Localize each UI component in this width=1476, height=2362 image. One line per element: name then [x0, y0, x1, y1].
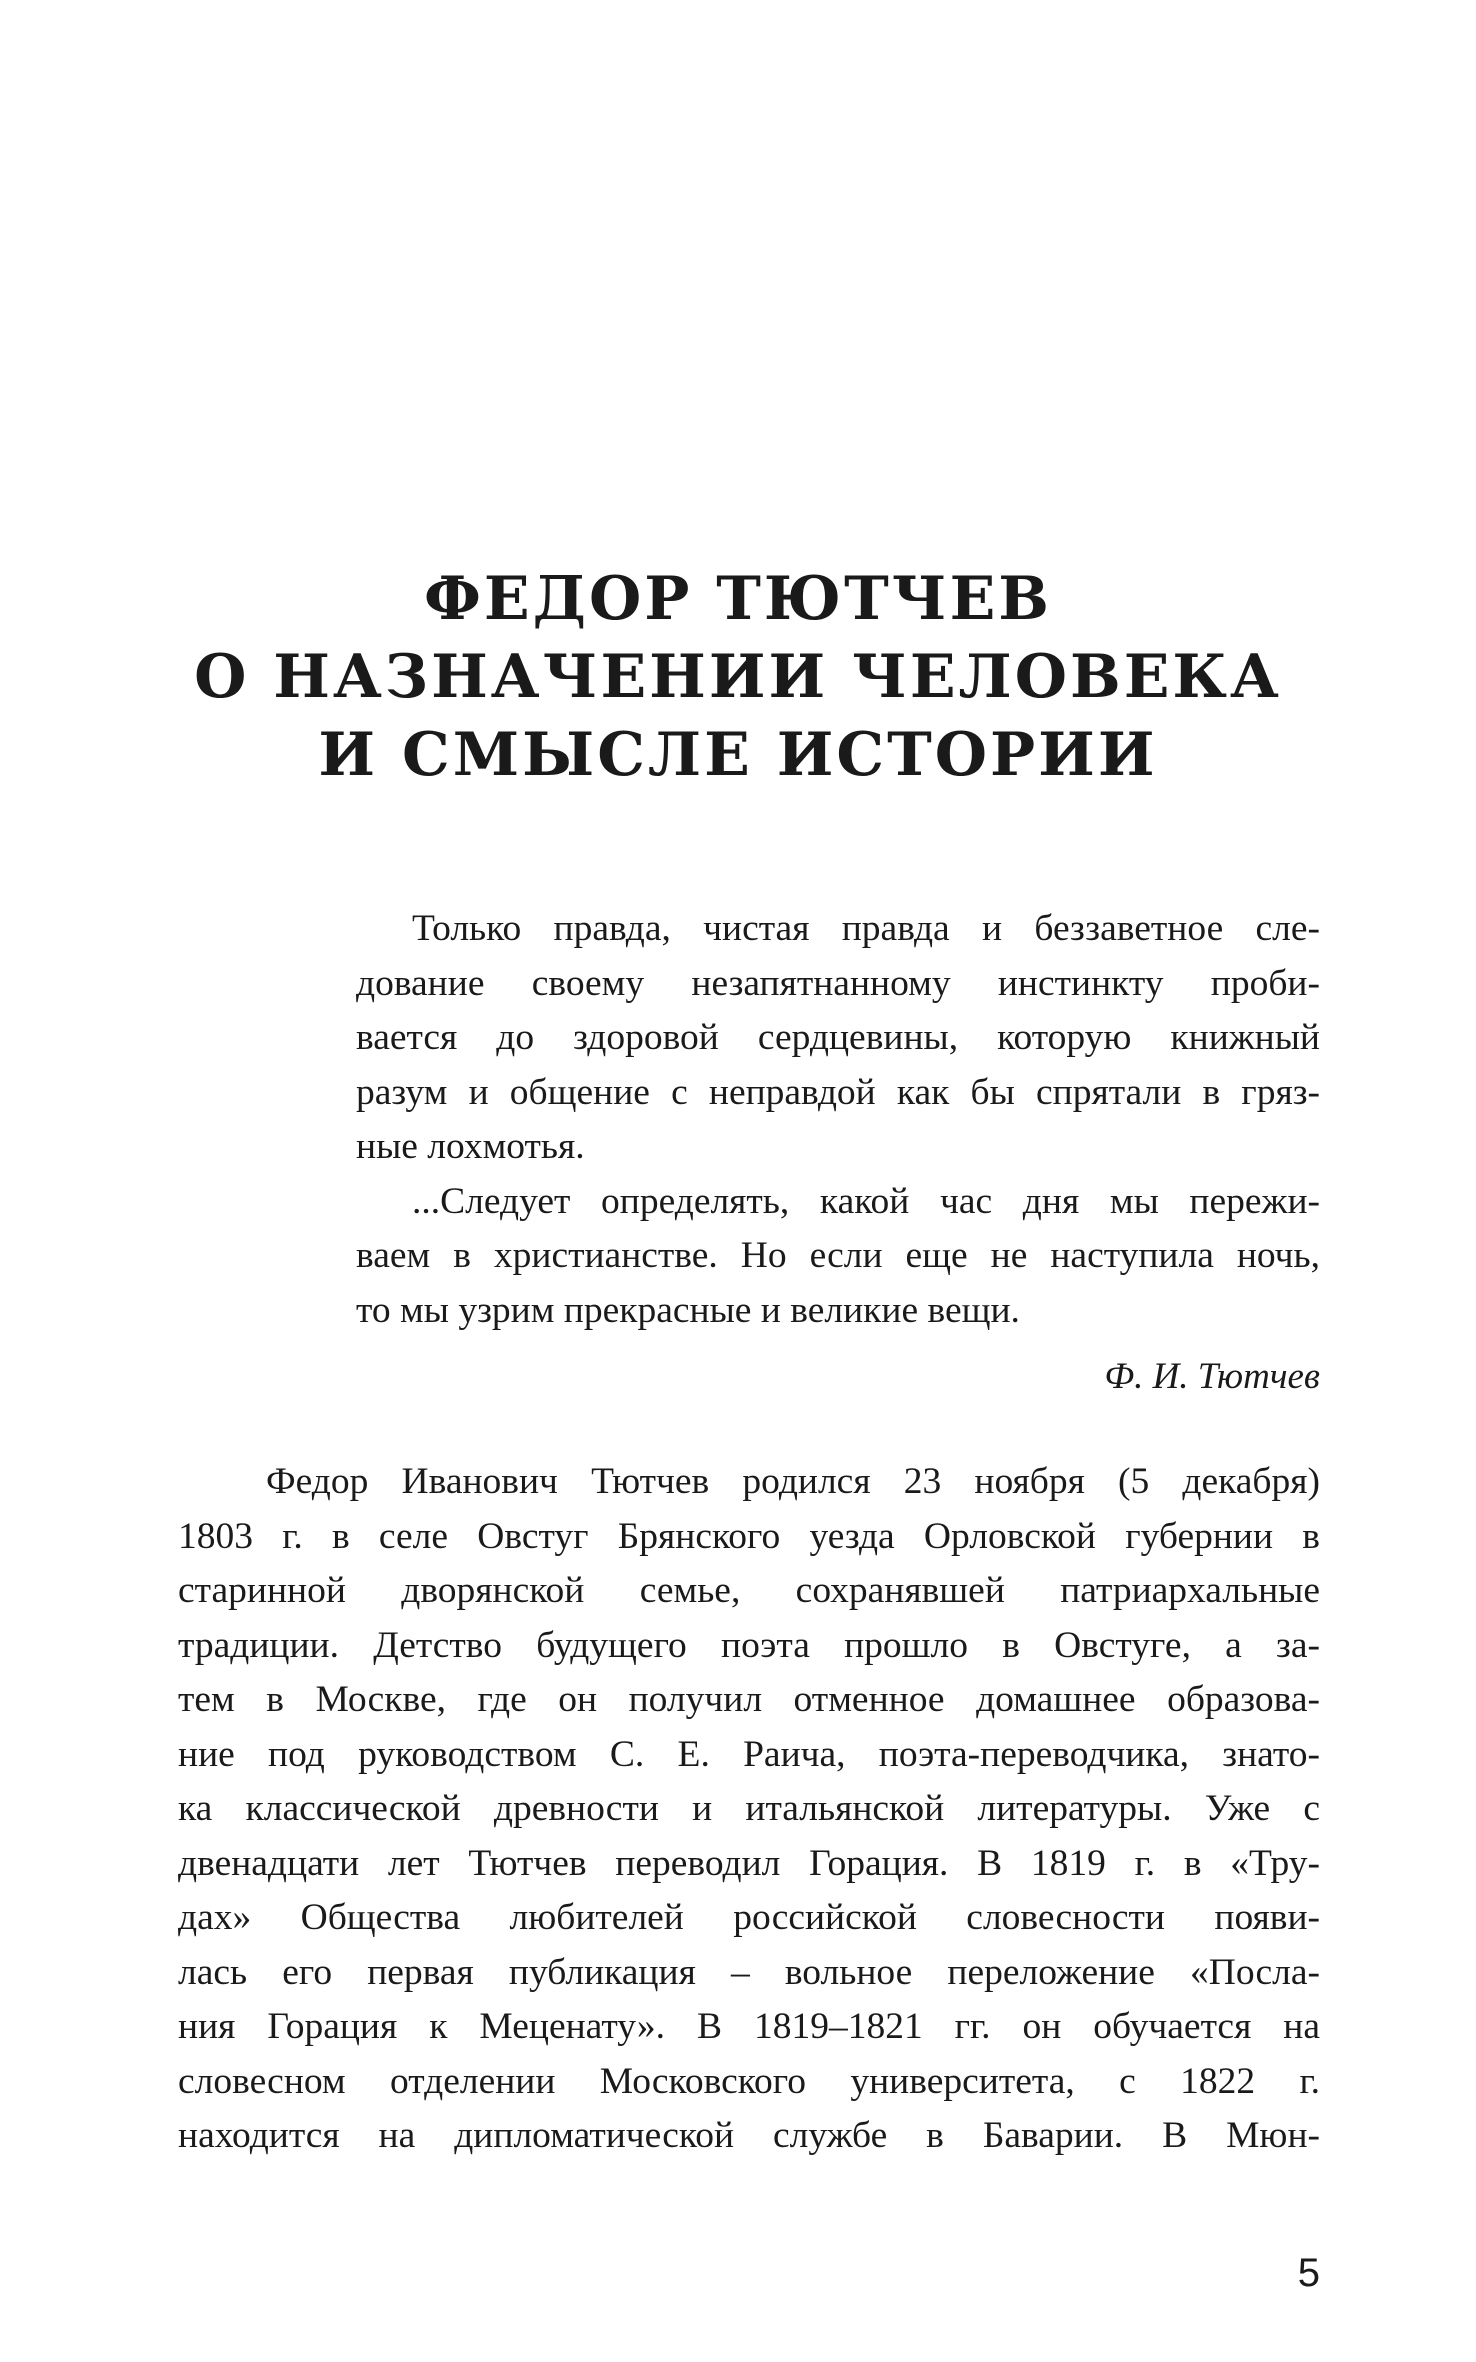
body-line: Федор Иванович Тютчев родился 23 ноября (5 декабря) — [266, 1461, 1320, 1502]
body-line: 1803 г. в селе Овстуг Брянского уезда Орловской губернии в — [178, 1515, 1320, 1557]
body-line: тем в Москве, где он получил отменное домашнее образова- — [178, 1679, 1320, 1720]
epigraph-line: Только правда, чистая правда и беззаветное сле- — [412, 908, 1320, 949]
page-number: 5 — [1297, 2251, 1320, 2295]
epigraph — [356, 902, 1320, 1338]
body-line: дах» Общества любителей российской словесности появи- — [178, 1897, 1320, 1938]
epigraph-line: ваем в христианстве. Но если еще не наступила ночь, — [356, 1235, 1320, 1276]
chapter-title — [0, 560, 1476, 794]
body-line: ка классической древности и итальянской литературы. Уже с — [178, 1788, 1320, 1829]
epigraph-line: дование своему незапятнанному инстинкту проби- — [356, 962, 1320, 1004]
body-paragraph — [178, 1455, 1320, 2164]
epigraph-line: ные лохмотья. — [356, 1126, 585, 1167]
epigraph-line: ...Следует определять, какой час дня мы пережи- — [412, 1180, 1320, 1222]
body-line: словесном отделении Московского университета, с 1822 г. — [178, 2060, 1320, 2102]
body-line: находится на дипломатической службе в Баварии. В Мюн- — [178, 2115, 1320, 2156]
epigraph-line: то мы узрим прекрасные и великие вещи. — [356, 1289, 1020, 1331]
epigraph-line: вается до здоровой сердцевины, которую книжный — [356, 1017, 1320, 1058]
epigraph-signature: Ф. И. Тютчев — [1104, 1356, 1320, 1397]
body-line: двенадцати лет Тютчев переводил Горация. В 1819 г. в «Тру- — [178, 1842, 1320, 1884]
chapter-title-line-3: И СМЫСЛЕ ИСТОРИИ — [318, 720, 1158, 790]
body-line: старинной дворянской семье, сохранявшей патриархальные — [178, 1570, 1320, 1611]
chapter-title-line-1: ФЕДОР ТЮТЧЕВ — [423, 564, 1053, 634]
epigraph-line: разум и общение с неправдой как бы спрятали в гряз- — [356, 1071, 1320, 1113]
body-line: лась его первая публикация – вольное переложение «Посла- — [178, 1951, 1320, 1993]
body-line: традиции. Детство будущего поэта прошло в Овстуге, а за- — [178, 1624, 1320, 1666]
body-line: ние под руководством С. Е. Раича, поэта-переводчика, знато- — [178, 1733, 1320, 1775]
chapter-title-line-2: О НАЗНАЧЕНИИ ЧЕЛОВЕКА — [194, 642, 1282, 712]
body-line: ния Горация к Меценату». В 1819–1821 гг. он обучается на — [178, 2006, 1320, 2047]
